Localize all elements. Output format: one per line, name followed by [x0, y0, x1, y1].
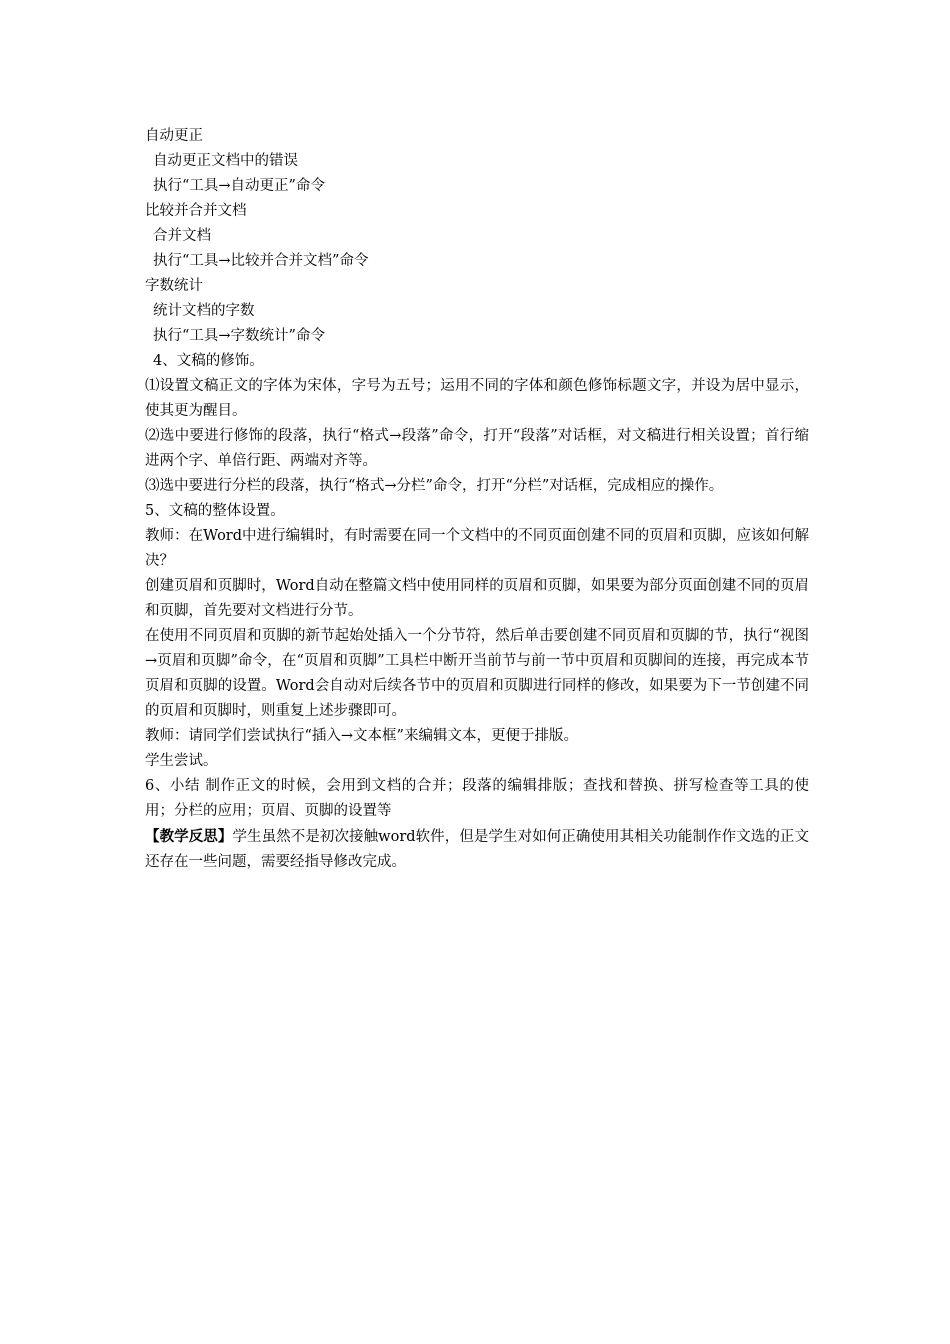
paragraph-header-footer-intro: 创建页眉和页脚时，Word自动在整篇文档中使用同样的页眉和页脚，如果要为部分页面创建不同的页眉和页脚，首先要对文档进行分节。: [145, 578, 809, 619]
text-merge-cmd: 执行“工具→比较并合并文档”命令: [153, 253, 369, 269]
heading-section-4: 4、文稿的修饰。: [153, 353, 264, 369]
paragraph-reflection: [145, 824, 809, 875]
heading-word-count: 字数统计: [145, 278, 203, 294]
paragraph-font-settings: ⑴设置文稿正文的字体为宋体，字号为五号；运用不同的字体和颜色修饰标题文字，并设为居中显示，使其更为醒目。: [145, 378, 809, 419]
text-autocorrect-desc: 自动更正文档中的错误: [153, 153, 298, 169]
heading-section-5: 5、文稿的整体设置。: [145, 503, 285, 519]
paragraph-student-try: 学生尝试。: [145, 753, 218, 769]
paragraph-teacher-question: 教师：在Word中进行编辑时，有时需要在同一个文档中的不同页面创建不同的页眉和页脚，应该如何解决？: [145, 528, 809, 569]
paragraph-summary: 6、小结 制作正文的时候，会用到文档的合并；段落的编辑排版；查找和替换、拼写检查等工具的使用；分栏的应用；页眉、页脚的设置等: [145, 778, 809, 819]
heading-autocorrect: 自动更正: [145, 128, 203, 144]
text-autocorrect-cmd: 执行“工具→自动更正”命令: [153, 178, 325, 194]
paragraph-columns: ⑶选中要进行分栏的段落，执行“格式→分栏”命令，打开“分栏”对话框，完成相应的操作。: [145, 478, 724, 494]
paragraph-header-footer-steps: 在使用不同页眉和页脚的新节起始处插入一个分节符，然后单击要创建不同页眉和页脚的节，执行“视图→页眉和页脚”命令，在“页眉和页脚”工具栏中断开当前节与前一节中页眉和页脚间的连接，再完成本节页眉和页脚的设置。Word会自动对后续各节中的页眉和页脚进行同样的修改，如果要为下一节创建不同的页眉和页脚时，则重复上述步骤即可。: [145, 628, 809, 719]
reflection-text: 学生虽然不是初次接触word软件，但是学生对如何正确使用其相关功能制作作文选的正文还存在一些问题，需要经指导修改完成。: [145, 829, 810, 870]
text-word-count-cmd: 执行“工具→字数统计”命令: [153, 328, 325, 344]
paragraph-teacher-textbox: 教师：请同学们尝试执行“插入→文本框”来编辑文本，更便于排版。: [145, 728, 578, 744]
paragraph-para-settings: ⑵选中要进行修饰的段落，执行“格式→段落”命令，打开“段落”对话框，对文稿进行相关设置；首行缩进两个字、单倍行距、两端对齐等。: [145, 428, 809, 469]
text-merge-desc: 合并文档: [153, 228, 211, 244]
heading-compare-merge: 比较并合并文档: [145, 203, 247, 219]
text-word-count-desc: 统计文档的字数: [153, 303, 255, 319]
document-page: [145, 124, 809, 875]
reflection-label: 【教学反思】: [145, 828, 233, 845]
